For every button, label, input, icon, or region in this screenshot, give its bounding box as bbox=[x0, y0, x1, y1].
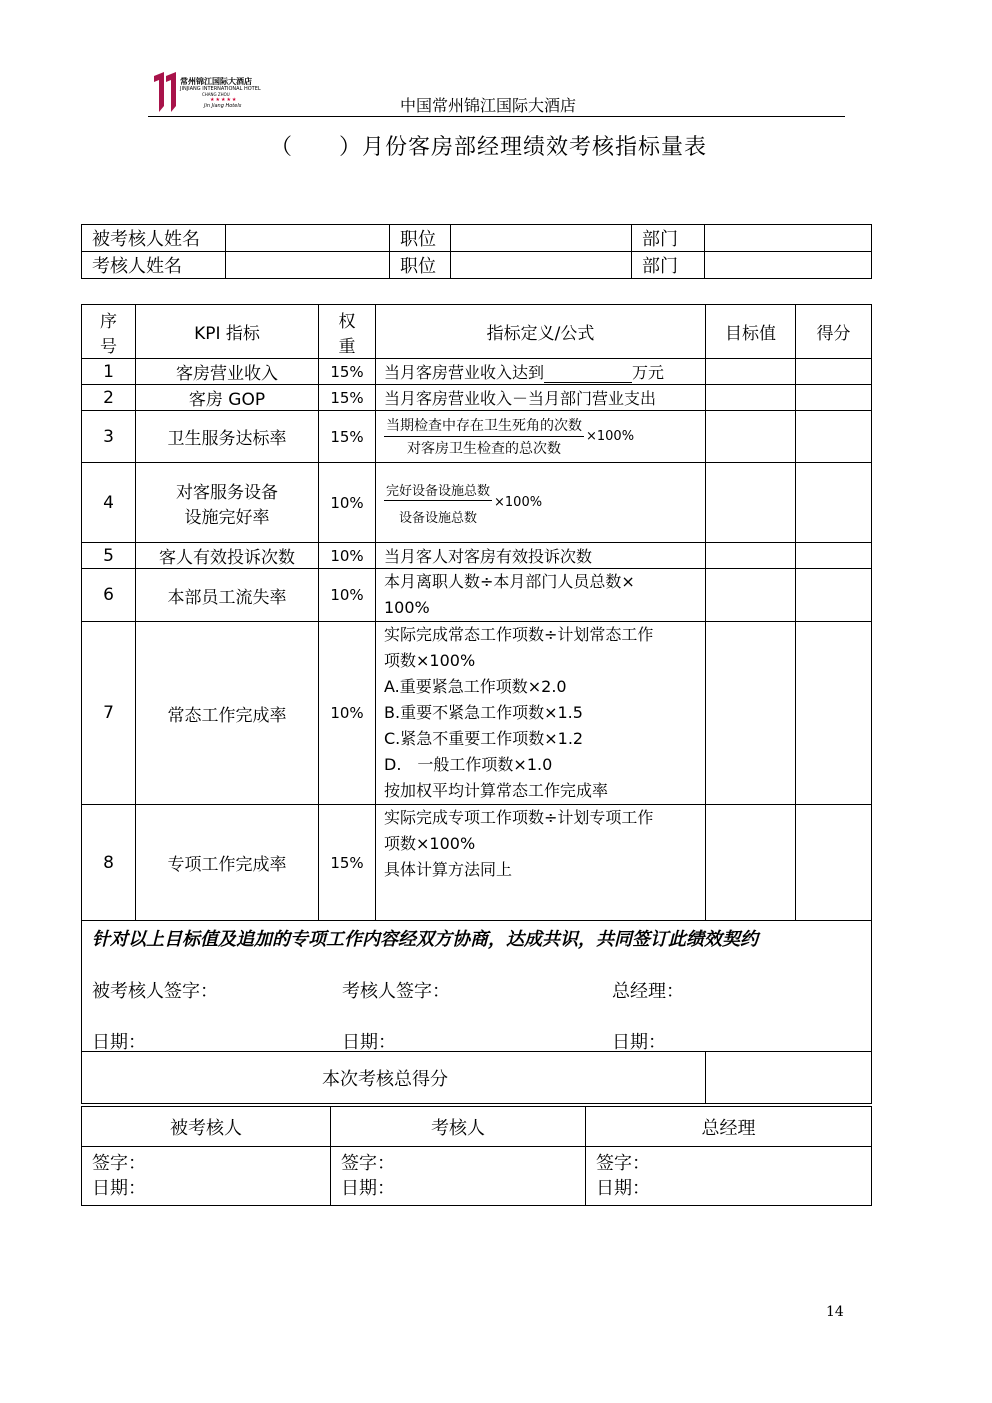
score-cell[interactable] bbox=[796, 411, 872, 463]
table-row bbox=[82, 805, 872, 921]
dept-field[interactable] bbox=[705, 225, 872, 252]
row-definition: 当月客房营业收入－当月部门营业支出 bbox=[376, 385, 706, 411]
row-definition: 实际完成常态工作项数÷计划常态工作 项数×100% A.重要紧急工作项数×2.0 B.重要不紧急工作项数×1.5 C.紧急不重要工作项数×1.2 D. 一般工作项数×1.0 按加权平均计算常态工作完成率 bbox=[376, 622, 706, 805]
name-label: 被考核人姓名 bbox=[82, 225, 226, 252]
hotel-logo bbox=[152, 72, 272, 116]
score-cell[interactable] bbox=[796, 385, 872, 411]
agreement-cell bbox=[82, 921, 872, 1052]
target-cell[interactable] bbox=[706, 463, 796, 543]
row-kpi: 客房营业收入 bbox=[136, 359, 319, 385]
row-weight: 10% bbox=[319, 463, 376, 543]
row-weight: 15% bbox=[319, 411, 376, 463]
row-kpi: 专项工作完成率 bbox=[136, 805, 319, 921]
row-seq: 4 bbox=[82, 463, 136, 543]
table-row bbox=[82, 252, 872, 279]
table-row bbox=[82, 359, 872, 385]
score-cell[interactable] bbox=[796, 805, 872, 921]
row-seq: 1 bbox=[82, 359, 136, 385]
table-row bbox=[82, 225, 872, 252]
total-label: 本次考核总得分 bbox=[82, 1052, 706, 1104]
score-cell[interactable] bbox=[796, 569, 872, 622]
score-cell[interactable] bbox=[796, 463, 872, 543]
table-row bbox=[82, 463, 872, 543]
table-row bbox=[82, 385, 872, 411]
logo-line-2: JINJIANG INTERNATIONAL HOTEL bbox=[180, 86, 261, 92]
row-definition: 实际完成专项工作项数÷计划专项工作 项数×100% 具体计算方法同上 bbox=[376, 805, 706, 921]
date-label: 日期： bbox=[342, 1032, 396, 1053]
row-kpi: 本部员工流失率 bbox=[136, 569, 319, 622]
header-kpi: KPI 指标 bbox=[136, 305, 319, 359]
target-cell[interactable] bbox=[706, 359, 796, 385]
logo-line-3: CHANG ZHOU bbox=[202, 92, 230, 97]
header-row bbox=[82, 305, 872, 359]
name-label: 考核人姓名 bbox=[82, 252, 226, 279]
gm-sign-label: 总经理： bbox=[612, 981, 684, 1002]
info-table bbox=[81, 224, 872, 279]
date-label: 日期： bbox=[612, 1032, 666, 1053]
logo-line-1: 常州锦江国际大酒店 bbox=[180, 77, 252, 86]
row-seq: 6 bbox=[82, 569, 136, 622]
gm-sign-cell[interactable]: 签字： 日期： bbox=[586, 1147, 872, 1206]
row-seq: 2 bbox=[82, 385, 136, 411]
dept-label: 部门 bbox=[632, 252, 705, 279]
row-weight: 10% bbox=[319, 622, 376, 805]
target-cell[interactable] bbox=[706, 805, 796, 921]
appraisee-sign-label: 被考核人签字： bbox=[92, 981, 218, 1002]
target-cell[interactable] bbox=[706, 543, 796, 569]
target-cell[interactable] bbox=[706, 385, 796, 411]
position-field[interactable] bbox=[451, 225, 632, 252]
row-weight: 10% bbox=[319, 569, 376, 622]
page-number: 14 bbox=[826, 1304, 844, 1320]
header-rule bbox=[148, 116, 845, 117]
row-weight: 15% bbox=[319, 359, 376, 385]
row-definition bbox=[376, 463, 706, 543]
header-weight: 权 重 bbox=[319, 305, 376, 359]
appraiser-sign-cell[interactable]: 签字： 日期： bbox=[331, 1147, 586, 1206]
target-cell[interactable] bbox=[706, 622, 796, 805]
total-score-cell[interactable] bbox=[706, 1052, 872, 1104]
header-appraisee: 被考核人 bbox=[82, 1107, 331, 1147]
table-row bbox=[82, 411, 872, 463]
row-definition: 本月离职人数÷本月部门人员总数× 100% bbox=[376, 569, 706, 622]
name-field[interactable] bbox=[226, 252, 390, 279]
target-cell[interactable] bbox=[706, 411, 796, 463]
name-field[interactable] bbox=[226, 225, 390, 252]
appraiser-sign-label: 考核人签字： bbox=[342, 981, 450, 1002]
signature-table bbox=[81, 1106, 872, 1206]
logo-mark-icon bbox=[152, 72, 178, 114]
agreement-row bbox=[82, 921, 872, 1052]
hotel-name: 中国常州锦江国际大酒店 bbox=[400, 96, 577, 115]
dept-field[interactable] bbox=[705, 252, 872, 279]
table-row bbox=[82, 622, 872, 805]
position-field[interactable] bbox=[451, 252, 632, 279]
score-cell[interactable] bbox=[796, 622, 872, 805]
position-label: 职位 bbox=[390, 252, 451, 279]
score-cell[interactable] bbox=[796, 543, 872, 569]
formula: $\frac{\text{当期检查中存在卫生死角的次数}}{\text{对客房卫生检查的总次数}}$ ×100% bbox=[384, 415, 634, 458]
table-row bbox=[82, 543, 872, 569]
header-gm: 总经理 bbox=[586, 1107, 872, 1147]
row-kpi: 客房 GOP bbox=[136, 385, 319, 411]
table-row bbox=[82, 1147, 872, 1206]
header-definition: 指标定义/公式 bbox=[376, 305, 706, 359]
row-definition: 当月客房营业收入达到 万元 bbox=[376, 359, 706, 385]
page-title: （ ）月份客房部经理绩效考核指标量表 bbox=[270, 135, 708, 160]
header-appraiser: 考核人 bbox=[331, 1107, 586, 1147]
row-kpi: 常态工作完成率 bbox=[136, 622, 319, 805]
header-seq: 序 号 bbox=[82, 305, 136, 359]
row-seq: 7 bbox=[82, 622, 136, 805]
formula: $\frac{\text{完好设备设施总数}}{\text{设备设施总数}}$ ×100% bbox=[384, 480, 542, 526]
row-weight: 10% bbox=[319, 543, 376, 569]
target-cell[interactable] bbox=[706, 569, 796, 622]
row-kpi: 卫生服务达标率 bbox=[136, 411, 319, 463]
agreement-statement: 针对以上目标值及追加的专项工作内容经双方协商，达成共识，共同签订此绩效契约 bbox=[92, 929, 758, 950]
appraisee-sign-cell[interactable]: 签字： 日期： bbox=[82, 1147, 331, 1206]
row-seq: 3 bbox=[82, 411, 136, 463]
score-cell[interactable] bbox=[796, 359, 872, 385]
table-row bbox=[82, 569, 872, 622]
row-seq: 8 bbox=[82, 805, 136, 921]
logo-line-5: Jin Jiang Hotels bbox=[204, 103, 242, 109]
total-row bbox=[82, 1052, 872, 1104]
row-weight: 15% bbox=[319, 805, 376, 921]
amount-blank[interactable] bbox=[544, 366, 632, 383]
row-seq: 5 bbox=[82, 543, 136, 569]
row-kpi: 客人有效投诉次数 bbox=[136, 543, 319, 569]
row-kpi: 对客服务设备 设施完好率 bbox=[136, 463, 319, 543]
header-score: 得分 bbox=[796, 305, 872, 359]
position-label: 职位 bbox=[390, 225, 451, 252]
header-row bbox=[82, 1107, 872, 1147]
date-label: 日期： bbox=[92, 1032, 146, 1053]
row-definition bbox=[376, 411, 706, 463]
logo-stars: ★★★★★ bbox=[210, 97, 238, 103]
row-weight: 15% bbox=[319, 385, 376, 411]
kpi-table bbox=[81, 304, 872, 1104]
dept-label: 部门 bbox=[632, 225, 705, 252]
row-definition: 当月客人对客房有效投诉次数 bbox=[376, 543, 706, 569]
header-target: 目标值 bbox=[706, 305, 796, 359]
